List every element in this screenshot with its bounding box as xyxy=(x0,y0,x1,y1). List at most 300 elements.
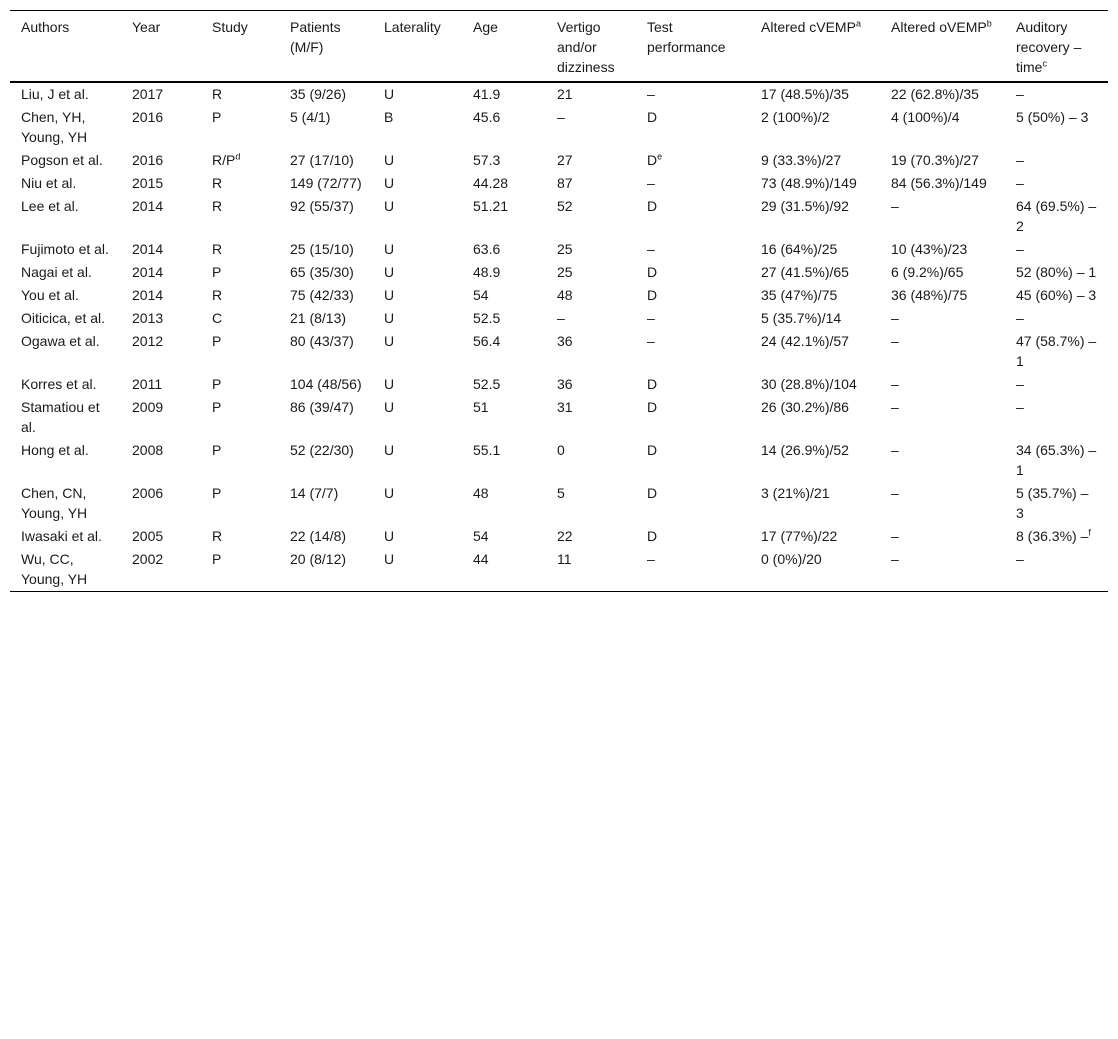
cell-text: Hong et al. xyxy=(21,442,89,458)
cell-text: D xyxy=(647,198,658,214)
cell-authors xyxy=(10,373,121,396)
cell-text: 52 xyxy=(557,198,573,214)
cell-text: Chen, YH, Young, YH xyxy=(21,109,88,145)
cell-text: U xyxy=(384,333,395,349)
cell-test-performance xyxy=(636,396,750,439)
header-row xyxy=(10,11,1108,83)
cell-age xyxy=(462,373,546,396)
cell-text: – xyxy=(557,109,565,125)
cell-altered-cvemp xyxy=(750,373,880,396)
cell-patients xyxy=(279,261,373,284)
cell-text: 25 (15/10) xyxy=(290,241,354,257)
cell-text: 51 xyxy=(473,399,489,415)
cell-auditory-recovery xyxy=(1005,261,1108,284)
cell-text: 6 (9.2%)/65 xyxy=(891,264,964,280)
cell-year xyxy=(121,482,201,525)
cell-text: 0 xyxy=(557,442,565,458)
cell-text: – xyxy=(891,310,899,326)
cell-text: Nagai et al. xyxy=(21,264,92,280)
cell-text: R/P xyxy=(212,152,236,168)
cell-auditory-recovery xyxy=(1005,330,1108,373)
cell-text: 52 (22/30) xyxy=(290,442,354,458)
header-label: Authors xyxy=(21,19,70,35)
cell-text: – xyxy=(1016,175,1024,191)
cell-text: P xyxy=(212,442,222,458)
cell-altered-ovemp xyxy=(880,82,1005,106)
cell-altered-cvemp xyxy=(750,172,880,195)
cell-age xyxy=(462,396,546,439)
cell-text: – xyxy=(1016,241,1024,257)
cell-text: U xyxy=(384,198,395,214)
cell-altered-ovemp xyxy=(880,195,1005,238)
cell-text: 36 xyxy=(557,376,573,392)
cell-altered-ovemp xyxy=(880,525,1005,548)
cell-test-performance xyxy=(636,149,750,172)
cell-text: – xyxy=(647,86,655,102)
cell-text: – xyxy=(647,241,655,257)
table-header xyxy=(10,11,1108,83)
table-row xyxy=(10,373,1108,396)
cell-text: U xyxy=(384,86,395,102)
cell-text: R xyxy=(212,287,223,303)
cell-age xyxy=(462,195,546,238)
cell-year xyxy=(121,439,201,482)
cell-year xyxy=(121,373,201,396)
cell-patients xyxy=(279,307,373,330)
cell-text: 9 (33.3%)/27 xyxy=(761,152,842,168)
table-row xyxy=(10,307,1108,330)
header-label: Test performance xyxy=(647,19,726,55)
cell-laterality xyxy=(373,439,462,482)
cell-text: 55.1 xyxy=(473,442,501,458)
cell-text: 24 (42.1%)/57 xyxy=(761,333,849,349)
cell-patients xyxy=(279,525,373,548)
cell-test-performance xyxy=(636,307,750,330)
cell-text: U xyxy=(384,376,395,392)
cell-altered-ovemp xyxy=(880,439,1005,482)
cell-year xyxy=(121,195,201,238)
cell-altered-ovemp xyxy=(880,548,1005,592)
cell-test-performance xyxy=(636,195,750,238)
cell-auditory-recovery xyxy=(1005,525,1108,548)
cell-text: U xyxy=(384,264,395,280)
cell-text: 0 (0%)/20 xyxy=(761,551,822,567)
cell-text: 30 (28.8%)/104 xyxy=(761,376,857,392)
footnote-marker: b xyxy=(986,18,992,29)
cell-study xyxy=(201,439,279,482)
header-test-performance xyxy=(636,11,750,83)
cell-study xyxy=(201,482,279,525)
cell-text: 2017 xyxy=(132,86,164,102)
cell-text: Iwasaki et al. xyxy=(21,528,102,544)
cell-laterality xyxy=(373,149,462,172)
cell-text: 2015 xyxy=(132,175,164,191)
cell-altered-ovemp xyxy=(880,373,1005,396)
cell-text: 22 (14/8) xyxy=(290,528,347,544)
cell-age xyxy=(462,238,546,261)
cell-auditory-recovery xyxy=(1005,396,1108,439)
cell-altered-cvemp xyxy=(750,439,880,482)
cell-study xyxy=(201,238,279,261)
cell-altered-cvemp xyxy=(750,195,880,238)
cell-year xyxy=(121,548,201,592)
cell-patients xyxy=(279,195,373,238)
cell-test-performance xyxy=(636,525,750,548)
table-row xyxy=(10,238,1108,261)
cell-vertigo xyxy=(546,261,636,284)
cell-laterality xyxy=(373,396,462,439)
cell-text: 26 (30.2%)/86 xyxy=(761,399,849,415)
cell-text: D xyxy=(647,264,658,280)
cell-authors xyxy=(10,525,121,548)
cell-text: 31 xyxy=(557,399,573,415)
cell-age xyxy=(462,261,546,284)
cell-text: U xyxy=(384,485,395,501)
cell-patients xyxy=(279,330,373,373)
cell-laterality xyxy=(373,525,462,548)
cell-age xyxy=(462,525,546,548)
table-row xyxy=(10,149,1108,172)
cell-age xyxy=(462,439,546,482)
cell-text: 84 (56.3%)/149 xyxy=(891,175,987,191)
header-year xyxy=(121,11,201,83)
cell-text: 52.5 xyxy=(473,376,501,392)
cell-text: – xyxy=(1016,310,1024,326)
cell-text: – xyxy=(647,333,655,349)
cell-text: 54 xyxy=(473,287,489,303)
cell-altered-ovemp xyxy=(880,238,1005,261)
cell-auditory-recovery xyxy=(1005,307,1108,330)
cell-laterality xyxy=(373,106,462,149)
header-altered-ovemp xyxy=(880,11,1005,83)
cell-text: 2012 xyxy=(132,333,164,349)
cell-year xyxy=(121,396,201,439)
cell-year xyxy=(121,172,201,195)
table-row xyxy=(10,106,1108,149)
cell-text: 16 (64%)/25 xyxy=(761,241,838,257)
cell-text: 149 (72/77) xyxy=(290,175,362,191)
cell-year xyxy=(121,149,201,172)
header-laterality xyxy=(373,11,462,83)
cell-text: 5 (35.7%) – 3 xyxy=(1016,485,1089,521)
cell-text: 44 xyxy=(473,551,489,567)
cell-text: P xyxy=(212,264,222,280)
cell-study xyxy=(201,307,279,330)
table-row xyxy=(10,548,1108,592)
cell-text: Ogawa et al. xyxy=(21,333,100,349)
cell-auditory-recovery xyxy=(1005,149,1108,172)
cell-text: 54 xyxy=(473,528,489,544)
cell-vertigo xyxy=(546,525,636,548)
cell-text: R xyxy=(212,175,223,191)
cell-altered-cvemp xyxy=(750,149,880,172)
cell-patients xyxy=(279,82,373,106)
cell-text: – xyxy=(891,528,899,544)
cell-age xyxy=(462,482,546,525)
cell-text: – xyxy=(647,551,655,567)
cell-text: 2002 xyxy=(132,551,164,567)
cell-study xyxy=(201,172,279,195)
cell-text: 14 (7/7) xyxy=(290,485,339,501)
cell-text: 21 xyxy=(557,86,573,102)
cell-vertigo xyxy=(546,396,636,439)
cell-text: Liu, J et al. xyxy=(21,86,89,102)
cell-text: 92 (55/37) xyxy=(290,198,354,214)
cell-text: 27 (17/10) xyxy=(290,152,354,168)
cell-auditory-recovery xyxy=(1005,439,1108,482)
cell-text: – xyxy=(647,175,655,191)
cell-study xyxy=(201,396,279,439)
cell-text: 44.28 xyxy=(473,175,509,191)
cell-age xyxy=(462,284,546,307)
cell-text: 3 (21%)/21 xyxy=(761,485,830,501)
cell-altered-ovemp xyxy=(880,172,1005,195)
header-age xyxy=(462,11,546,83)
header-authors xyxy=(10,11,121,83)
cell-altered-cvemp xyxy=(750,330,880,373)
cell-text: 80 (43/37) xyxy=(290,333,354,349)
cell-patients xyxy=(279,482,373,525)
cell-text: D xyxy=(647,109,658,125)
cell-text: Lee et al. xyxy=(21,198,79,214)
footnote-marker: c xyxy=(1042,58,1047,69)
cell-text: 14 (26.9%)/52 xyxy=(761,442,849,458)
cell-text: 104 (48/56) xyxy=(290,376,362,392)
cell-text: U xyxy=(384,175,395,191)
cell-laterality xyxy=(373,284,462,307)
cell-test-performance xyxy=(636,373,750,396)
cell-text: C xyxy=(212,310,223,326)
cell-text: Korres et al. xyxy=(21,376,97,392)
cell-text: – xyxy=(1016,399,1024,415)
table-body xyxy=(10,82,1108,592)
cell-text: R xyxy=(212,528,223,544)
header-study xyxy=(201,11,279,83)
cell-year xyxy=(121,307,201,330)
cell-text: 2006 xyxy=(132,485,164,501)
cell-text: 5 xyxy=(557,485,565,501)
cell-vertigo xyxy=(546,82,636,106)
cell-text: D xyxy=(647,442,658,458)
cell-text: D xyxy=(647,287,658,303)
cell-age xyxy=(462,82,546,106)
cell-age xyxy=(462,149,546,172)
cell-text: 5 (4/1) xyxy=(290,109,331,125)
cell-test-performance xyxy=(636,238,750,261)
cell-altered-ovemp xyxy=(880,106,1005,149)
header-label: Altered cVEMP xyxy=(761,19,856,35)
cell-text: – xyxy=(891,333,899,349)
cell-text: 36 xyxy=(557,333,573,349)
cell-text: 73 (48.9%)/149 xyxy=(761,175,857,191)
cell-text: B xyxy=(384,109,394,125)
cell-text: 17 (77%)/22 xyxy=(761,528,838,544)
cell-patients xyxy=(279,284,373,307)
cell-auditory-recovery xyxy=(1005,195,1108,238)
cell-text: D xyxy=(647,528,658,544)
cell-vertigo xyxy=(546,238,636,261)
cell-study xyxy=(201,106,279,149)
cell-vertigo xyxy=(546,548,636,592)
cell-test-performance xyxy=(636,82,750,106)
cell-text: U xyxy=(384,152,395,168)
cell-vertigo xyxy=(546,482,636,525)
cell-laterality xyxy=(373,261,462,284)
cell-altered-ovemp xyxy=(880,261,1005,284)
table-container xyxy=(10,10,1108,592)
studies-table xyxy=(10,10,1108,592)
table-row xyxy=(10,482,1108,525)
cell-altered-ovemp xyxy=(880,307,1005,330)
cell-text: 56.4 xyxy=(473,333,501,349)
cell-text: – xyxy=(891,399,899,415)
cell-text: You et al. xyxy=(21,287,79,303)
cell-authors xyxy=(10,106,121,149)
cell-age xyxy=(462,307,546,330)
table-row xyxy=(10,284,1108,307)
cell-text: Wu, CC, Young, YH xyxy=(21,551,88,587)
cell-text: 47 (58.7%) – 1 xyxy=(1016,333,1097,369)
cell-text: 5 (35.7%)/14 xyxy=(761,310,842,326)
cell-text: 22 (62.8%)/35 xyxy=(891,86,979,102)
cell-altered-ovemp xyxy=(880,396,1005,439)
cell-authors xyxy=(10,284,121,307)
cell-text: U xyxy=(384,287,395,303)
cell-text: 75 (42/33) xyxy=(290,287,354,303)
cell-text: 25 xyxy=(557,241,573,257)
cell-text: 8 (36.3%) – xyxy=(1016,528,1089,544)
cell-text: Oiticica, et al. xyxy=(21,310,106,326)
cell-year xyxy=(121,106,201,149)
cell-authors xyxy=(10,172,121,195)
cell-test-performance xyxy=(636,330,750,373)
header-label: Auditory recovery – time xyxy=(1016,19,1082,75)
cell-text: P xyxy=(212,399,222,415)
cell-text: D xyxy=(647,399,658,415)
cell-text: U xyxy=(384,241,395,257)
cell-study xyxy=(201,284,279,307)
cell-vertigo xyxy=(546,439,636,482)
cell-altered-cvemp xyxy=(750,238,880,261)
cell-laterality xyxy=(373,195,462,238)
cell-text: 2014 xyxy=(132,241,164,257)
cell-age xyxy=(462,172,546,195)
cell-patients xyxy=(279,373,373,396)
cell-text: – xyxy=(647,310,655,326)
cell-text: U xyxy=(384,528,395,544)
cell-altered-cvemp xyxy=(750,307,880,330)
header-label: Altered oVEMP xyxy=(891,19,987,35)
cell-text: 11 xyxy=(557,551,572,567)
cell-auditory-recovery xyxy=(1005,373,1108,396)
cell-laterality xyxy=(373,548,462,592)
cell-study xyxy=(201,525,279,548)
cell-study xyxy=(201,195,279,238)
cell-text: 2011 xyxy=(132,376,163,392)
cell-year xyxy=(121,238,201,261)
cell-study xyxy=(201,548,279,592)
cell-altered-cvemp xyxy=(750,82,880,106)
cell-text: – xyxy=(557,310,565,326)
header-label: Laterality xyxy=(384,19,441,35)
cell-text: Niu et al. xyxy=(21,175,77,191)
cell-test-performance xyxy=(636,284,750,307)
cell-auditory-recovery xyxy=(1005,172,1108,195)
cell-text: R xyxy=(212,86,223,102)
cell-patients xyxy=(279,439,373,482)
cell-text: 52 (80%) – 1 xyxy=(1016,264,1097,280)
cell-text: R xyxy=(212,198,223,214)
cell-auditory-recovery xyxy=(1005,106,1108,149)
cell-laterality xyxy=(373,238,462,261)
cell-text: 27 (41.5%)/65 xyxy=(761,264,849,280)
cell-text: 5 (50%) – 3 xyxy=(1016,109,1089,125)
cell-test-performance xyxy=(636,106,750,149)
cell-vertigo xyxy=(546,172,636,195)
cell-text: 35 (9/26) xyxy=(290,86,347,102)
cell-authors xyxy=(10,195,121,238)
cell-altered-cvemp xyxy=(750,261,880,284)
cell-patients xyxy=(279,106,373,149)
cell-authors xyxy=(10,261,121,284)
cell-text: R xyxy=(212,241,223,257)
cell-altered-cvemp xyxy=(750,106,880,149)
cell-text: 2014 xyxy=(132,264,164,280)
cell-altered-ovemp xyxy=(880,330,1005,373)
header-altered-cvemp xyxy=(750,11,880,83)
cell-altered-cvemp xyxy=(750,548,880,592)
cell-text: 2009 xyxy=(132,399,164,415)
cell-text: 10 (43%)/23 xyxy=(891,241,968,257)
cell-vertigo xyxy=(546,195,636,238)
cell-text: 65 (35/30) xyxy=(290,264,354,280)
cell-auditory-recovery xyxy=(1005,548,1108,592)
cell-vertigo xyxy=(546,149,636,172)
cell-altered-ovemp xyxy=(880,284,1005,307)
cell-patients xyxy=(279,396,373,439)
cell-text: – xyxy=(891,198,899,214)
cell-patients xyxy=(279,172,373,195)
cell-auditory-recovery xyxy=(1005,284,1108,307)
cell-text: 51.21 xyxy=(473,198,509,214)
cell-year xyxy=(121,330,201,373)
cell-text: 27 xyxy=(557,152,573,168)
cell-patients xyxy=(279,149,373,172)
table-row xyxy=(10,396,1108,439)
table-row xyxy=(10,330,1108,373)
table-row xyxy=(10,261,1108,284)
cell-study xyxy=(201,330,279,373)
cell-text: 2 (100%)/2 xyxy=(761,109,830,125)
cell-year xyxy=(121,525,201,548)
cell-text: – xyxy=(891,551,899,567)
cell-altered-cvemp xyxy=(750,482,880,525)
cell-text: Pogson et al. xyxy=(21,152,103,168)
cell-laterality xyxy=(373,373,462,396)
cell-text: D xyxy=(647,485,658,501)
cell-text: 36 (48%)/75 xyxy=(891,287,968,303)
cell-authors xyxy=(10,482,121,525)
cell-text: – xyxy=(1016,152,1024,168)
cell-altered-cvemp xyxy=(750,525,880,548)
cell-text: 21 (8/13) xyxy=(290,310,347,326)
cell-text: 29 (31.5%)/92 xyxy=(761,198,849,214)
cell-vertigo xyxy=(546,307,636,330)
footnote-marker: d xyxy=(235,151,241,162)
cell-test-performance xyxy=(636,261,750,284)
cell-text: P xyxy=(212,109,222,125)
cell-authors xyxy=(10,238,121,261)
